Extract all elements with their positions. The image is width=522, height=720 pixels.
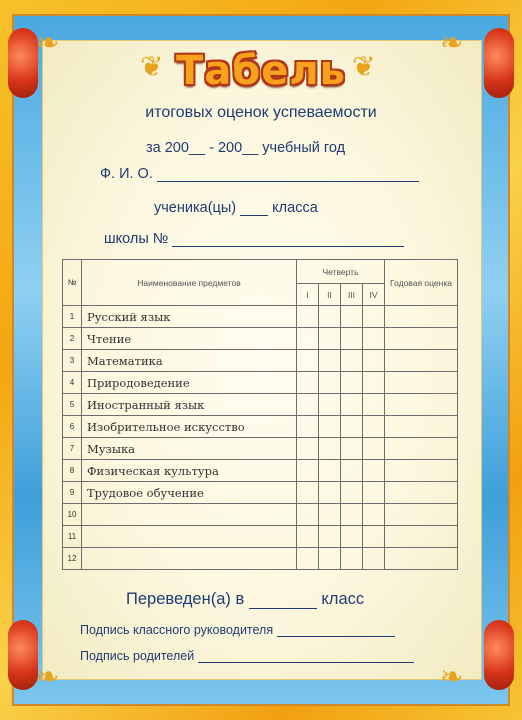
grade-cell[interactable] (297, 526, 319, 548)
grade-cell[interactable] (297, 394, 319, 416)
row-number: 5 (63, 394, 82, 416)
row-number: 9 (63, 482, 82, 504)
subject-name: Русский язык (82, 306, 297, 328)
row-number: 10 (63, 504, 82, 526)
gold-leaf-icon-bottom-right: ❧ (440, 661, 464, 692)
subject-name: Природоведение (82, 372, 297, 394)
grade-cell[interactable] (341, 306, 363, 328)
grade-cell[interactable] (341, 460, 363, 482)
fio-label: Ф. И. О. (100, 166, 153, 182)
table-row (63, 306, 458, 328)
header-quarter-2: II (319, 284, 341, 306)
grade-cell[interactable] (363, 548, 385, 570)
grade-cell[interactable] (297, 350, 319, 372)
year-grade-cell[interactable] (385, 482, 458, 504)
grade-cell[interactable] (319, 394, 341, 416)
row-number: 3 (63, 350, 82, 372)
gold-leaf-icon-bottom-left: ❧ (36, 661, 60, 692)
subject-name: Чтение (82, 328, 297, 350)
table-row (63, 372, 458, 394)
year-grade-cell[interactable] (385, 460, 458, 482)
grade-cell[interactable] (341, 372, 363, 394)
teacher-signature-row (80, 622, 395, 637)
teacher-signature-label: Подпись классного руководителя (80, 623, 274, 637)
grade-cell[interactable] (341, 350, 363, 372)
subtitle: итоговых оценок успеваемости (145, 104, 377, 121)
grade-cell[interactable] (341, 482, 363, 504)
grade-cell[interactable] (319, 350, 341, 372)
row-number: 6 (63, 416, 82, 438)
student-class-row (154, 200, 318, 216)
grade-cell[interactable] (363, 372, 385, 394)
header-quarter-4: IV (363, 284, 385, 306)
grade-cell[interactable] (363, 416, 385, 438)
subject-name: Физическая культура (82, 460, 297, 482)
gold-swirl-icon-left: ❦ (140, 51, 164, 82)
grade-cell[interactable] (341, 504, 363, 526)
grade-cell[interactable] (319, 306, 341, 328)
grade-cell[interactable] (363, 526, 385, 548)
gold-leaf-icon-top-right: ❧ (440, 27, 464, 58)
row-number: 12 (63, 548, 82, 570)
grade-cell[interactable] (297, 460, 319, 482)
school-label: школы № (104, 231, 169, 247)
table-row (63, 416, 458, 438)
table-row (63, 350, 458, 372)
year-grade-cell[interactable] (385, 526, 458, 548)
grade-cell[interactable] (319, 460, 341, 482)
transferred-label: Переведен(а) в (126, 590, 245, 608)
gold-leaf-icon-top-left: ❧ (36, 27, 60, 58)
row-number: 7 (63, 438, 82, 460)
grade-cell[interactable] (341, 438, 363, 460)
grade-cell[interactable] (341, 526, 363, 548)
table-row (63, 526, 458, 548)
table-row (63, 328, 458, 350)
grade-cell[interactable] (319, 438, 341, 460)
grade-cell[interactable] (297, 306, 319, 328)
subject-name[interactable] (82, 526, 297, 548)
fio-row (100, 166, 419, 182)
table-row (63, 504, 458, 526)
teacher-signature-field[interactable] (277, 622, 395, 637)
grade-cell[interactable] (297, 548, 319, 570)
grade-cell[interactable] (363, 482, 385, 504)
red-scroll-ornament-bottom-left (8, 620, 38, 690)
header-year-grade: Годовая оценка (385, 260, 458, 306)
table-row (63, 482, 458, 504)
transferred-suffix: класс (321, 590, 365, 608)
row-number: 2 (63, 328, 82, 350)
subject-name: Изобрительное искусство (82, 416, 297, 438)
subject-name: Иностранный язык (82, 394, 297, 416)
table-row (63, 460, 458, 482)
subject-name[interactable] (82, 548, 297, 570)
fio-field[interactable] (157, 167, 419, 182)
grade-cell[interactable] (297, 482, 319, 504)
grade-cell[interactable] (363, 306, 385, 328)
year-grade-cell[interactable] (385, 548, 458, 570)
parent-signature-row (80, 648, 414, 663)
header-quarter-1: I (297, 284, 319, 306)
row-number: 8 (63, 460, 82, 482)
class-number-field[interactable] (240, 201, 268, 216)
page-title: Табель (176, 48, 346, 94)
header-number: № (63, 260, 82, 306)
subject-name: Музыка (82, 438, 297, 460)
grade-cell[interactable] (319, 482, 341, 504)
header-quarter-3: III (341, 284, 363, 306)
year-grade-cell[interactable] (385, 416, 458, 438)
grade-cell[interactable] (319, 416, 341, 438)
year-line: за 200__ - 200__ учебный год (146, 140, 346, 156)
header-quarter: Четверть (297, 260, 385, 284)
year-grade-cell[interactable] (385, 306, 458, 328)
row-number: 4 (63, 372, 82, 394)
subject-name: Трудовое обучение (82, 482, 297, 504)
grade-cell[interactable] (341, 548, 363, 570)
grade-cell[interactable] (341, 394, 363, 416)
year-grade-cell[interactable] (385, 394, 458, 416)
year-grade-cell[interactable] (385, 328, 458, 350)
grades-table (62, 259, 458, 570)
school-row (104, 231, 404, 247)
year-grade-cell[interactable] (385, 372, 458, 394)
grade-cell[interactable] (297, 372, 319, 394)
header-subject: Наименование предметов (82, 260, 297, 306)
school-number-field[interactable] (172, 232, 404, 247)
table-row (63, 394, 458, 416)
grade-cell[interactable] (319, 548, 341, 570)
grade-cell[interactable] (363, 504, 385, 526)
grade-cell[interactable] (319, 504, 341, 526)
grade-cell[interactable] (319, 526, 341, 548)
subject-name: Математика (82, 350, 297, 372)
grade-cell[interactable] (341, 416, 363, 438)
parent-signature-field[interactable] (198, 648, 414, 663)
table-row (63, 548, 458, 570)
grade-cell[interactable] (319, 372, 341, 394)
student-label: ученика(цы) (154, 200, 237, 216)
grade-cell[interactable] (297, 328, 319, 350)
grade-cell[interactable] (363, 328, 385, 350)
grade-cell[interactable] (319, 328, 341, 350)
grade-cell[interactable] (363, 460, 385, 482)
grade-cell[interactable] (341, 328, 363, 350)
grade-cell[interactable] (297, 504, 319, 526)
red-scroll-ornament-bottom-right (484, 620, 514, 690)
row-number: 1 (63, 306, 82, 328)
transferred-row (126, 590, 364, 609)
grade-cell[interactable] (363, 350, 385, 372)
year-grade-cell[interactable] (385, 504, 458, 526)
class-label: класса (272, 200, 318, 216)
parent-signature-label: Подпись родителей (80, 649, 195, 663)
grade-cell[interactable] (363, 438, 385, 460)
grade-cell[interactable] (297, 438, 319, 460)
subject-name[interactable] (82, 504, 297, 526)
row-number: 11 (63, 526, 82, 548)
year-grade-cell[interactable] (385, 438, 458, 460)
transferred-class-field[interactable] (249, 592, 317, 609)
grade-cell[interactable] (297, 416, 319, 438)
grade-cell[interactable] (363, 394, 385, 416)
gold-swirl-icon-right: ❦ (352, 51, 376, 82)
table-row (63, 438, 458, 460)
year-grade-cell[interactable] (385, 350, 458, 372)
